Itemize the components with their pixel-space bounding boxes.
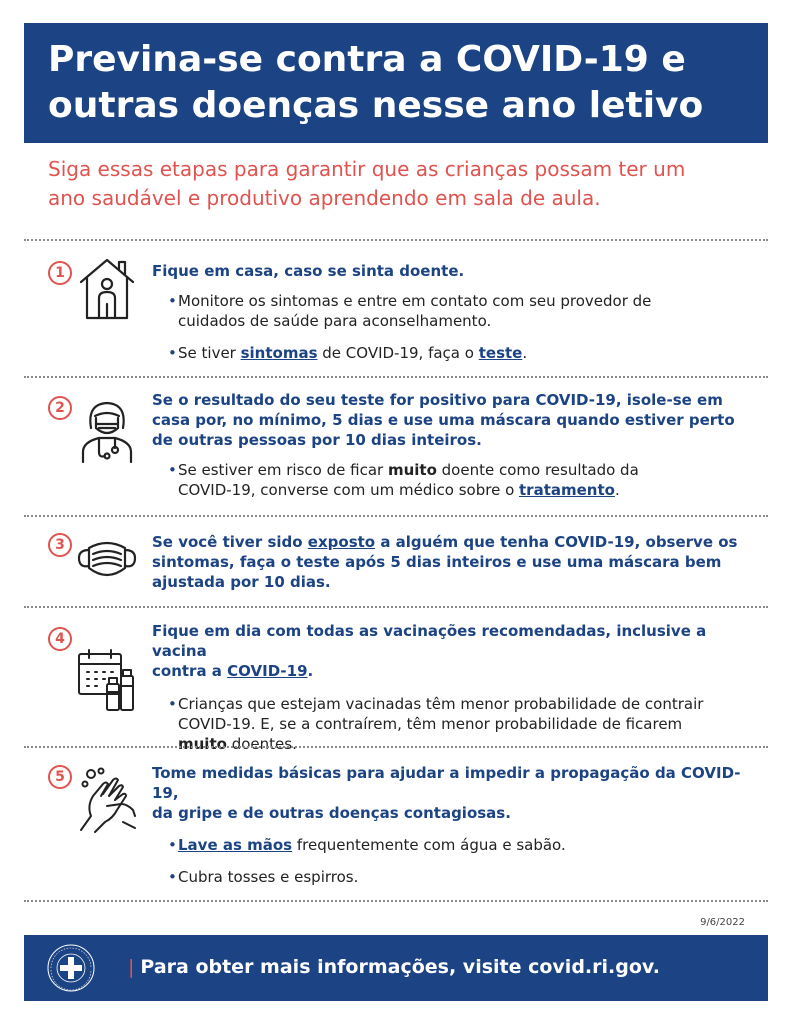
bullet-text: Se estiver em risco de ficar	[178, 461, 388, 479]
step-1	[24, 252, 768, 372]
symptoms-link[interactable]: sintomas	[240, 344, 318, 362]
step-2	[24, 388, 768, 510]
page-title-line-2: outras doenças nesse ano letivo	[48, 85, 704, 126]
date-stamp: 9/6/2022	[700, 917, 745, 928]
bullet-item: • Cubra tosses e espirros.	[168, 867, 752, 887]
step-4	[24, 618, 768, 753]
step-number-badge: 1	[48, 261, 72, 285]
bullet-item	[168, 460, 752, 500]
doctor-icon	[77, 398, 137, 464]
footer-info-link[interactable]: Para obter mais informações, visite covid.ri.gov.	[140, 956, 660, 978]
step-4-content	[152, 621, 752, 754]
bullet-text-line: COVID-19. E, se a contraírem, têm menor probabilidade de ficarem	[178, 715, 683, 733]
step-heading	[152, 621, 752, 681]
page-title-line-1: Previna-se contra a COVID-19 e	[48, 39, 686, 80]
heading-line: casa por, no mínimo, 5 dias e use uma máscara quando estiver perto	[152, 411, 735, 429]
step-3-content	[152, 532, 752, 592]
step-3	[24, 526, 768, 602]
face-mask-icon	[77, 534, 137, 600]
heading-line	[152, 661, 752, 681]
bullet-text-line	[178, 480, 752, 500]
step-1-content	[152, 261, 752, 363]
bullet-text: Se tiver	[178, 344, 241, 362]
footer-banner	[24, 935, 768, 1001]
bullet-text: doentes.	[226, 735, 297, 753]
step-heading	[152, 532, 752, 592]
wash-hands-link[interactable]: Lave as mãos	[178, 836, 293, 854]
divider	[24, 900, 768, 902]
step-5-content	[152, 763, 752, 887]
calendar-vaccine-icon	[77, 648, 137, 714]
bullet-text: de COVID-19, faça o	[317, 344, 479, 362]
bullet-text-line: • Crianças que estejam vacinadas têm menor probabilidade de contrair	[178, 695, 704, 713]
bullet-item	[168, 343, 752, 363]
bullet-bold-text: muito	[387, 461, 437, 479]
heading-text: Se você tiver sido	[152, 533, 308, 551]
heading-line	[152, 532, 752, 552]
bullet-text: doente como resultado da	[436, 461, 639, 479]
bullet-text-line	[178, 460, 752, 480]
step-heading	[152, 763, 752, 823]
bullet-text: frequentemente com água e sabão.	[292, 836, 566, 854]
step-number-badge: 4	[48, 627, 72, 651]
bullet-text-line	[178, 734, 752, 754]
title-banner	[24, 23, 768, 143]
footer-info	[128, 954, 660, 980]
step-number-badge: 3	[48, 533, 72, 557]
bullet-text-line: • Monitore os sintomas e entre em contato com seu provedor de	[178, 292, 652, 310]
divider	[24, 606, 768, 608]
divider	[24, 376, 768, 378]
treatment-link[interactable]: tratamento	[519, 481, 615, 499]
bullet-item	[168, 291, 752, 331]
heading-line: da gripe e de outras doenças contagiosas.	[152, 804, 511, 822]
heading-text: a alguém que tenha COVID-19, observe os	[375, 533, 738, 551]
step-5	[24, 758, 768, 888]
heading-line: Fique em dia com todas as vacinações recomendadas, inclusive a vacina	[152, 622, 707, 660]
exposed-link[interactable]: exposto	[307, 533, 376, 551]
heading-text: contra a	[152, 662, 228, 680]
divider	[24, 239, 768, 241]
step-number-badge: 2	[48, 396, 72, 420]
heading-line: de outras pessoas por 10 dias inteiros.	[152, 431, 482, 449]
bullet-bold-text: muito	[178, 735, 227, 753]
step-2-content	[152, 390, 752, 500]
subtitle-line-2: ano saudável e produtivo aprendendo em sala de aula.	[48, 186, 601, 210]
ri-health-seal-logo	[46, 943, 96, 993]
footer-separator: |	[128, 956, 135, 978]
divider	[24, 746, 768, 748]
bullet-text: .	[522, 344, 528, 362]
hand-washing-icon	[77, 766, 137, 832]
heading-text: .	[307, 662, 314, 680]
subtitle-line-1: Siga essas etapas para garantir que as crianças possam ter um	[48, 157, 686, 181]
bullet-text: .	[614, 481, 620, 499]
bullet-text: COVID-19, converse com um médico sobre o	[178, 481, 520, 499]
step-heading	[152, 390, 752, 450]
house-person-icon	[77, 254, 137, 320]
test-link[interactable]: teste	[478, 344, 523, 362]
bullet-item	[168, 694, 752, 754]
heading-line: ajustada por 10 dias.	[152, 573, 331, 591]
covid-vaccine-link[interactable]: COVID-19	[227, 662, 308, 680]
divider	[24, 515, 768, 517]
step-heading: Fique em casa, caso se sinta doente.	[152, 262, 465, 280]
bullet-item	[168, 835, 752, 855]
heading-line: sintomas, faça o teste após 5 dias inteiros e use uma máscara bem	[152, 553, 722, 571]
heading-line: Se o resultado do seu teste for positivo para COVID-19, isole-se em	[152, 391, 723, 409]
bullet-text-line: cuidados de saúde para aconselhamento.	[178, 312, 492, 330]
subtitle	[48, 155, 768, 213]
step-number-badge: 5	[48, 765, 72, 789]
heading-line: Tome medidas básicas para ajudar a impedir a propagação da COVID-19,	[152, 764, 741, 802]
